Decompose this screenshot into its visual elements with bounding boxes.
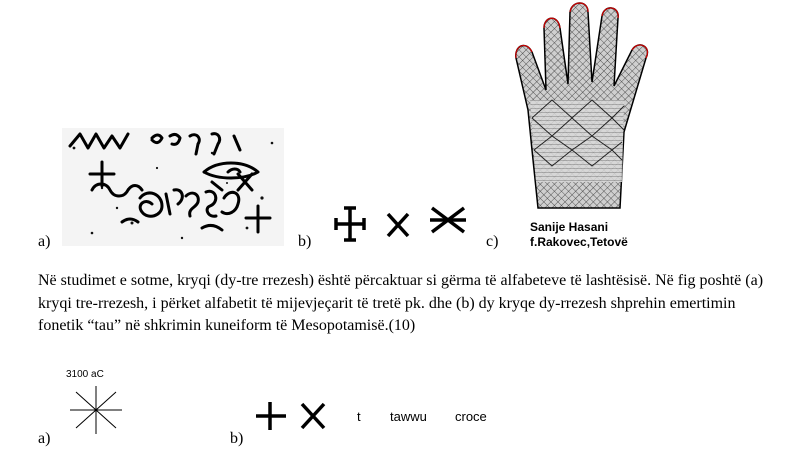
word-croce: croce: [455, 409, 487, 424]
date-caption: 3100 aC: [66, 369, 104, 380]
tattooed-hand-image: [512, 0, 677, 215]
figure-label-a-bottom: a): [38, 430, 51, 447]
credit-place: f.Rakovec,Tetovë: [530, 235, 628, 249]
asterisk-sign: [430, 208, 466, 232]
photo-credit: [530, 220, 628, 250]
signs-image: [332, 200, 472, 246]
eight-ray-star-sign: [68, 384, 124, 436]
body-paragraph: Në studimet e sotme, kryqi (dy-tre rrezesh) është përcaktuar si gërma të alfabeteve të lashtësisë. Në fig poshtë (a) kryqi tre-rrezesh, i përket alfabetit të mijevjeçarit të tretë pk. dhe (b) dy kryqe dy-rrezesh shprehin emertimin fonetik “tau” në shkrimin kuneiform të Mesopotamisë.(10): [38, 272, 764, 334]
figure-label-a-top: a): [38, 233, 51, 250]
plus-sign: [256, 402, 286, 430]
inscription-image: [62, 128, 284, 246]
phonetic-t: t: [357, 409, 361, 424]
cross-potent-sign: [336, 208, 364, 240]
figure-label-b-top: b): [298, 233, 312, 250]
cuneiform-tau-signs: [252, 400, 332, 432]
cross-sign: [302, 404, 324, 428]
x-sign: [388, 214, 408, 236]
figure-label-b-bottom: b): [230, 430, 244, 447]
credit-name: Sanije Hasani: [530, 220, 609, 234]
word-tawwu: tawwu: [390, 409, 427, 424]
figure-label-c-top: c): [486, 233, 499, 250]
